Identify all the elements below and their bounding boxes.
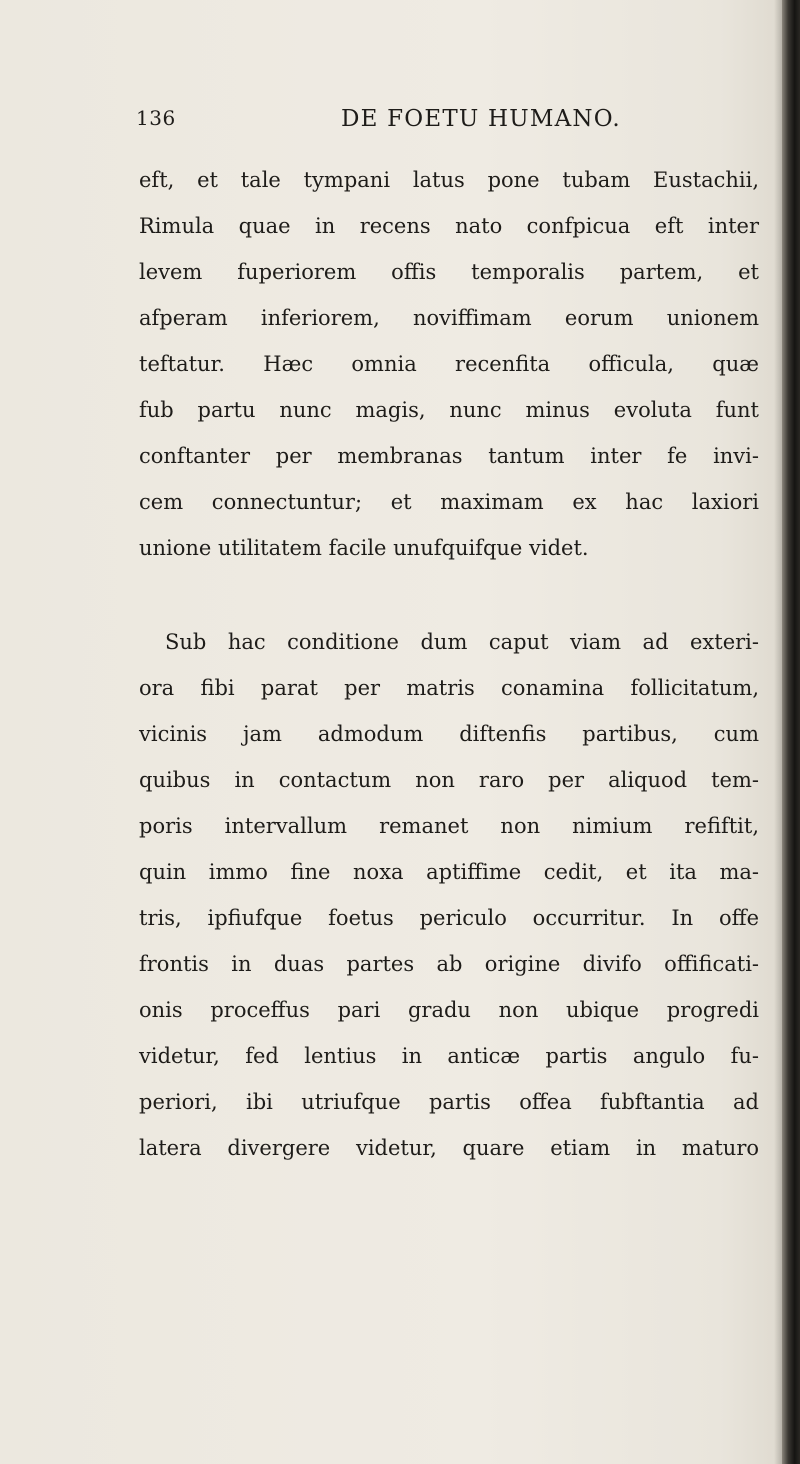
- text-line: Sub hac conditione dum caput viam ad exteri-: [165, 630, 759, 654]
- paragraph-2: [139, 619, 759, 1171]
- paragraph-gap: [139, 571, 759, 619]
- text-line: unione utilitatem facile unufquifque videt.: [139, 536, 589, 560]
- text-line: quibus in contactum non raro per aliquod tem-: [139, 768, 759, 792]
- page-number: 136: [136, 106, 176, 130]
- text-line: videtur, fed lentius in anticæ partis angulo fu-: [139, 1044, 759, 1068]
- text-line: vicinis jam admodum diftenfis partibus, cum: [139, 722, 759, 746]
- text-line: conftanter per membranas tantum inter fe invi-: [139, 444, 759, 468]
- text-line: afperam inferiorem, noviffimam eorum unionem: [139, 306, 759, 330]
- text-line: quin immo fine noxa aptiffime cedit, et ita ma-: [139, 860, 759, 884]
- text-line: latera divergere videtur, quare etiam in maturo: [139, 1136, 759, 1160]
- text-line: Rimula quae in recens nato confpicua eft inter: [139, 214, 759, 238]
- text-line: ora fibi parat per matris conamina follicitatum,: [139, 676, 759, 700]
- body-text: [139, 157, 759, 1171]
- running-head: DE FOETU HUMANO.: [341, 106, 621, 132]
- text-line: eft, et tale tympani latus pone tubam Eustachii,: [139, 168, 759, 192]
- paragraph-1: [139, 157, 759, 571]
- text-line: onis proceffus pari gradu non ubique progredi: [139, 998, 759, 1022]
- page-header: [0, 100, 800, 140]
- text-line: periori, ibi utriufque partis offea fubftantia ad: [139, 1090, 759, 1114]
- text-line: poris intervallum remanet non nimium refiftit,: [139, 814, 759, 838]
- text-line: teftatur. Hæc omnia recenfita officula, quæ: [139, 352, 759, 376]
- book-binding-edge: [782, 0, 800, 1464]
- text-line: cem connectuntur; et maximam ex hac laxiori: [139, 490, 759, 514]
- text-line: levem fuperiorem offis temporalis partem, et: [139, 260, 759, 284]
- text-line: tris, ipfiufque foetus periculo occurritur. In offe: [139, 906, 759, 930]
- text-line: fub partu nunc magis, nunc minus evoluta funt: [139, 398, 759, 422]
- text-line: frontis in duas partes ab origine divifo offificati-: [139, 952, 759, 976]
